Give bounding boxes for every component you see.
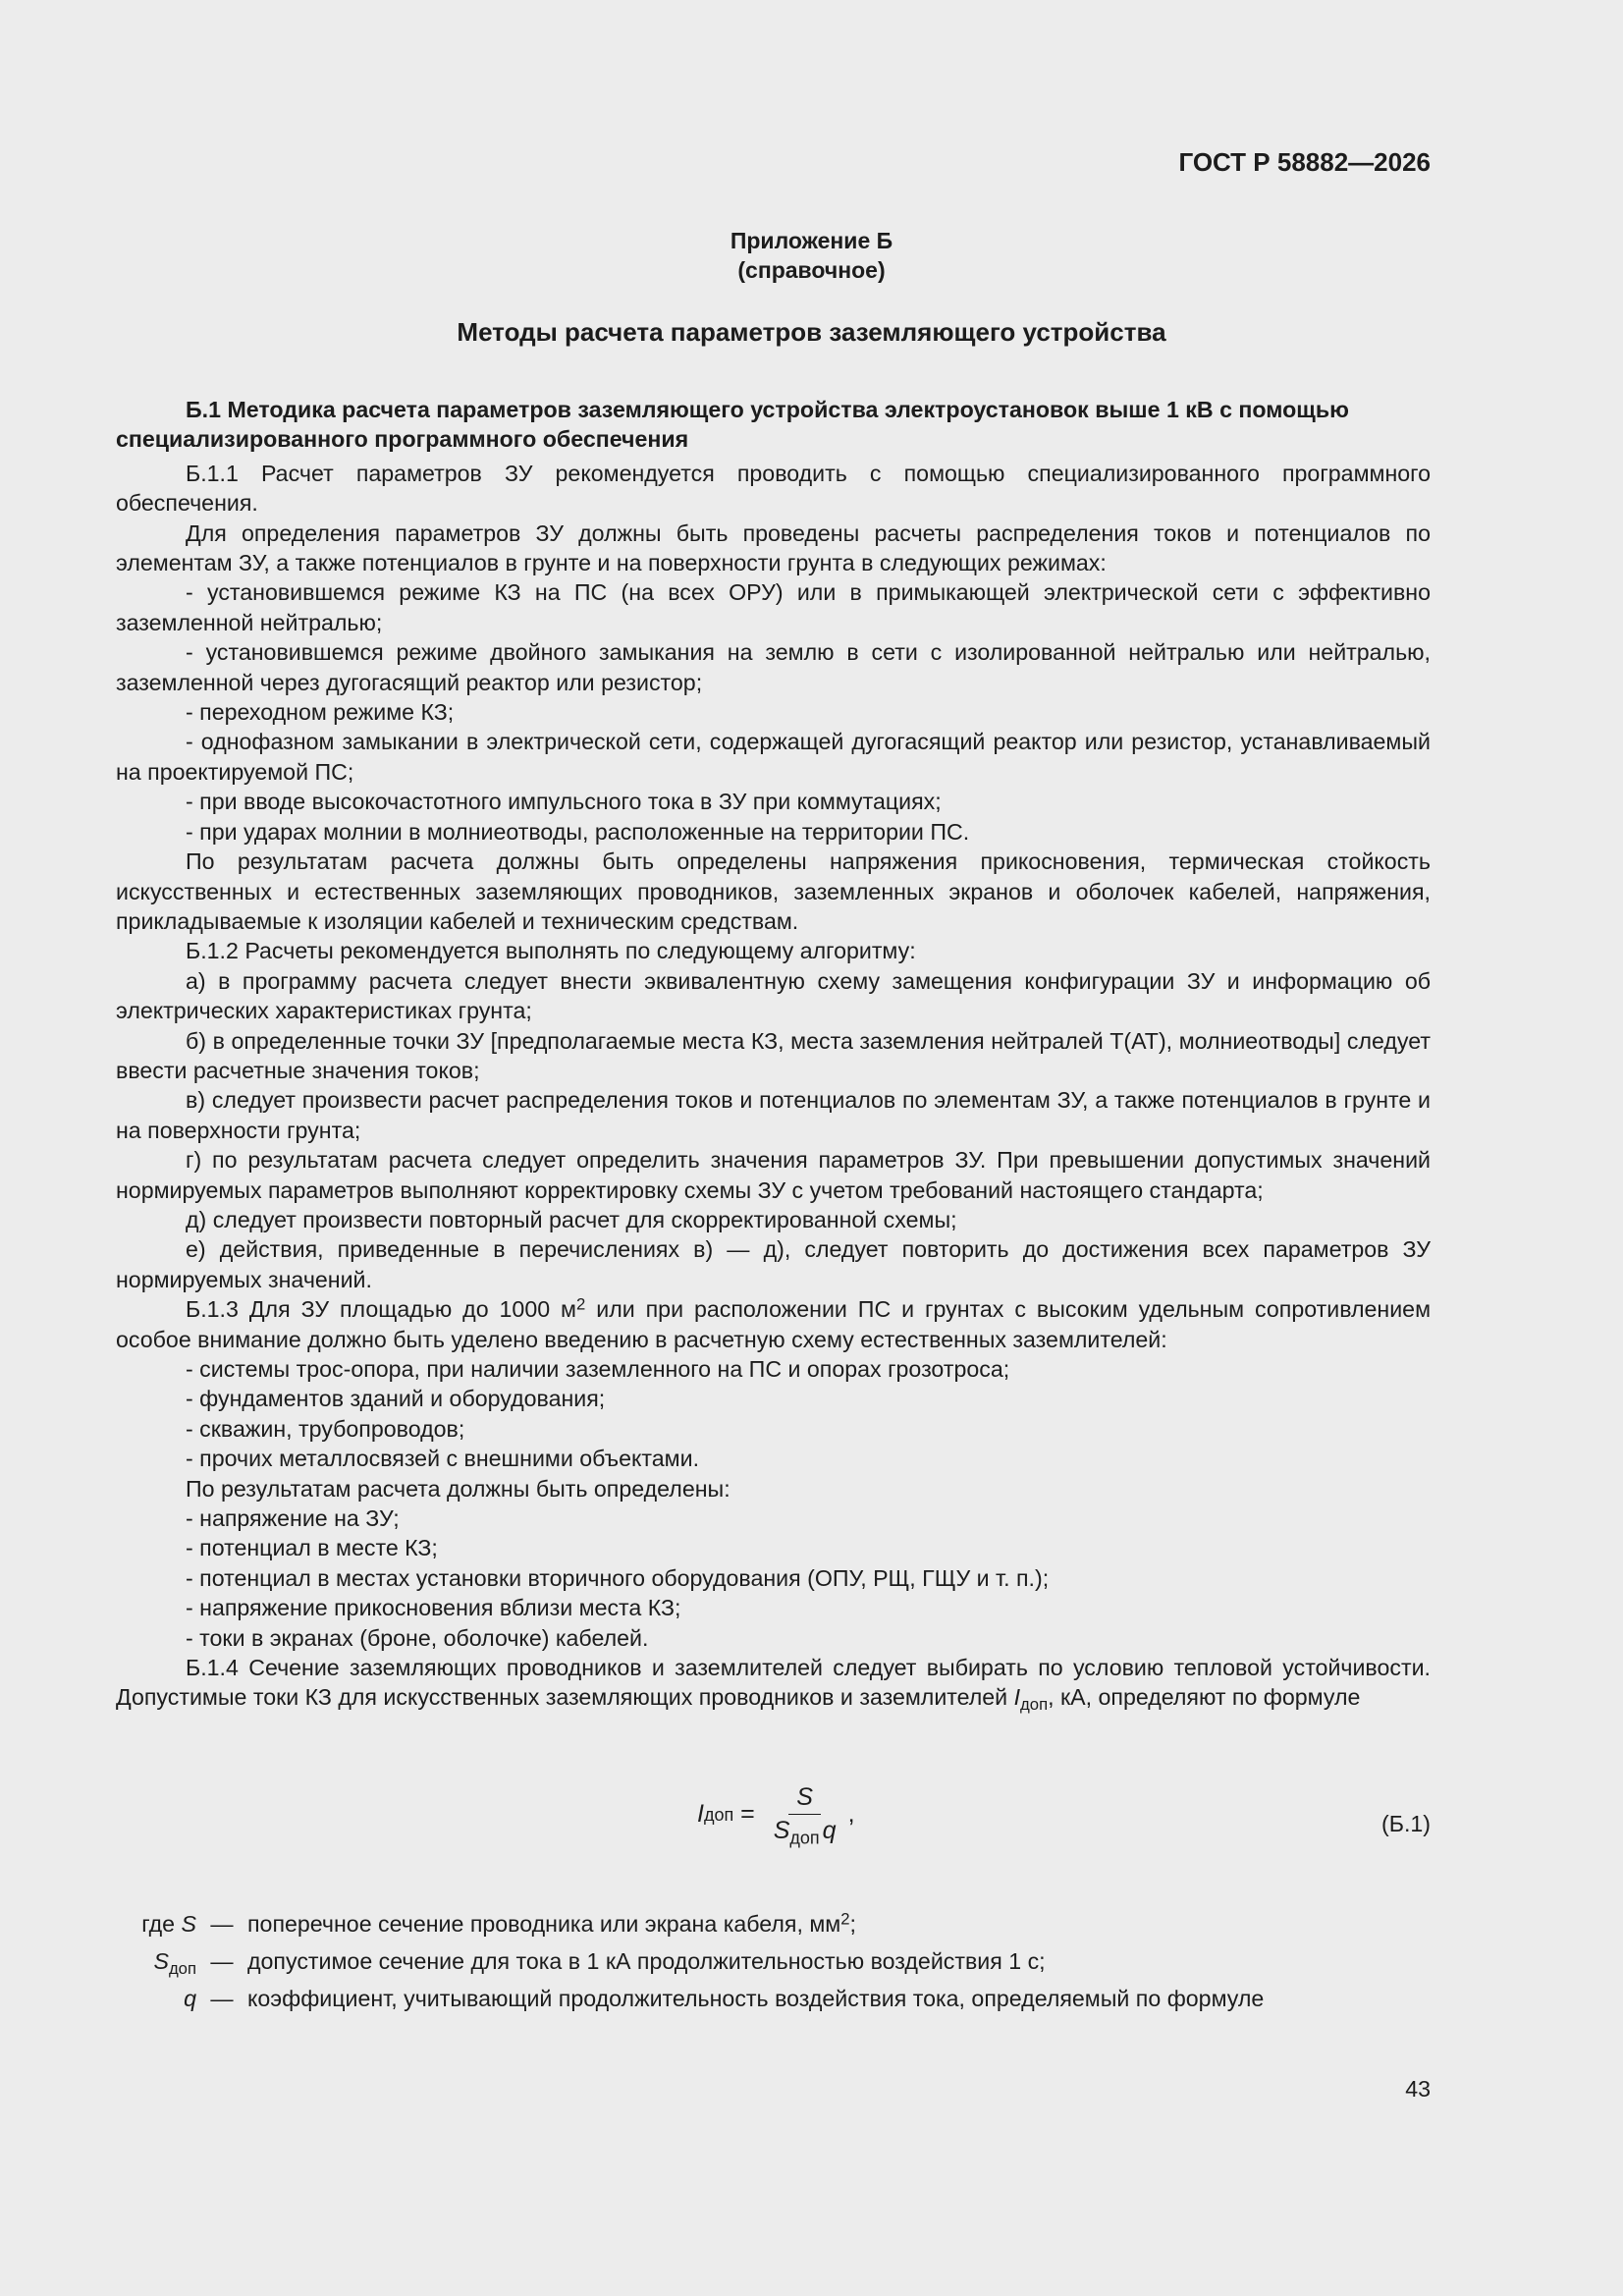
- list-item: - при ударах молнии в молниеотводы, расположенные на территории ПС.: [186, 818, 970, 845]
- denominator-symbol: S: [773, 1817, 790, 1844]
- formula-trail: ,: [847, 1800, 855, 1828]
- definition-symbol: [116, 1980, 196, 2017]
- list-item: б) в определенные точки ЗУ [предполагаемые места КЗ, места заземления нейтралей Т(АТ), молниеотводы] следует ввести расчетные значения токов;: [116, 1027, 1431, 1083]
- definition-dash: —: [210, 1911, 234, 1937]
- formula: I доп = $\frac{S}{S_{доп} q}$ ,: [697, 1783, 855, 1848]
- list-item: - системы трос-опора, при наличии заземленного на ПС и опорах грозотроса;: [186, 1356, 1010, 1382]
- formula-block: [116, 1777, 1431, 1866]
- paragraph: [116, 1294, 1431, 1354]
- document-code: ГОСТ Р 58882—2026: [1178, 147, 1431, 177]
- list-item: - при вводе высокочастотного импульсного тока в ЗУ при коммутациях;: [186, 789, 942, 815]
- definition-symbol: [116, 1905, 196, 1942]
- text-run: ;: [849, 1911, 856, 1937]
- appendix-header: [0, 226, 1623, 285]
- paragraph: [116, 1653, 1431, 1713]
- definition-text: допустимое сечение для тока в 1 кА продолжительностью воздействия 1 с;: [247, 1948, 1046, 1974]
- list-item: а) в программу расчета следует внести эквивалентную схему замещения конфигурации ЗУ и информацию об электрических характеристиках грунта;: [116, 967, 1431, 1024]
- definition-row: [116, 1942, 1431, 1980]
- text-run: Б.1.4 Сечение заземляющих проводников и заземлителей следует выбирать по условию тепловой устойчивости. Допустимые токи КЗ для искусственных заземляющих проводников и заземлителей: [116, 1655, 1431, 1711]
- formula-lhs-symbol: I: [697, 1800, 704, 1828]
- text-run: , кА, определяют по формуле: [1048, 1684, 1361, 1711]
- list-item: е) действия, приведенные в перечислениях в) — д), следует повторить до достижения всех параметров ЗУ нормируемых значений.: [116, 1236, 1431, 1292]
- definition-row: [116, 1980, 1431, 2017]
- symbol: I: [1013, 1684, 1021, 1711]
- list-item: - потенциал в местах установки вторичного оборудования (ОПУ, РЩ, ГЩУ и т. п.);: [186, 1564, 1050, 1591]
- definition-lead: где: [141, 1911, 182, 1937]
- symbol: q: [184, 1986, 196, 2011]
- subscript: доп: [168, 1959, 196, 1978]
- equation-number: (Б.1): [1381, 1811, 1431, 1836]
- page-number: 43: [1405, 2076, 1431, 2102]
- body-text: [116, 395, 1431, 1713]
- list-item: - токи в экранах (броне, оболочке) кабелей.: [186, 1624, 649, 1651]
- list-item: - однофазном замыкании в электрической сети, содержащей дугогасящий реактор или резистор, устанавливаемый на проектируемой ПС;: [116, 729, 1431, 785]
- list-item: - потенциал в месте КЗ;: [186, 1535, 438, 1561]
- superscript: 2: [576, 1294, 586, 1314]
- formula-fraction: [766, 1783, 844, 1848]
- list-item: - фундаментов зданий и оборудования;: [186, 1386, 606, 1412]
- paragraph: Для определения параметров ЗУ должны быть проведены расчеты распределения токов и потенциалов по элементам ЗУ, а также потенциалов в грунте и на поверхности грунта в следующих режимах:: [116, 519, 1431, 576]
- appendix-title: Методы расчета параметров заземляющего устройства: [457, 317, 1166, 347]
- list-item: г) по результатам расчета следует определить значения параметров ЗУ. При превышении допустимых значений нормируемых параметров выполняют корректировку схемы ЗУ с учетом требований настоящего стандарта;: [116, 1147, 1431, 1203]
- list-item: - напряжение прикосновения вблизи места КЗ;: [186, 1595, 681, 1621]
- paragraph: Б.1.2 Расчеты рекомендуется выполнять по следующему алгоритму:: [186, 938, 916, 964]
- appendix-kind: (справочное): [737, 257, 886, 283]
- paragraph: По результатам расчета должны быть определены:: [186, 1475, 730, 1502]
- formula-numerator: S: [788, 1783, 821, 1815]
- definition-text: коэффициент, учитывающий продолжительность воздействия тока, определяемый по формуле: [247, 1986, 1265, 2011]
- list-item: д) следует произвести повторный расчет для скорректированной схемы;: [186, 1206, 957, 1232]
- definition-text: [247, 1905, 1431, 1942]
- definition-dash: —: [210, 1948, 234, 1974]
- symbol: S: [153, 1948, 169, 1974]
- text-run: поперечное сечение проводника или экрана кабеля, мм: [247, 1911, 841, 1937]
- list-item: - установившемся режиме КЗ на ПС (на всех ОРУ) или в примыкающей электрической сети с эффективно заземленной нейтралью;: [116, 579, 1431, 635]
- appendix-label: Приложение Б: [730, 228, 893, 253]
- text-run: Б.1.3 Для ЗУ площадью до 1000 м: [186, 1296, 577, 1323]
- paragraph: По результатам расчета должны быть определены напряжения прикосновения, термическая стойкость искусственных и естественных заземляющих проводников, заземленных экранов и оболочек кабелей, напряжения, прикладываемые к изоляции кабелей и техническим средствам.: [116, 848, 1431, 934]
- denominator-q: q: [822, 1817, 837, 1844]
- text-run: или при расположении ПС и грунтах с высоким удельным сопротивлением особое внимание должно быть уделено введению в расчетную схему естественных заземлителей:: [116, 1296, 1432, 1352]
- section-heading: Б.1 Методика расчета параметров заземляющего устройства электроустановок выше 1 кВ с помощью специализированного программного обеспечения: [116, 397, 1349, 453]
- list-item: - скважин, трубопроводов;: [186, 1415, 465, 1442]
- paragraph: Б.1.1 Расчет параметров ЗУ рекомендуется проводить с помощью специализированного программного обеспечения.: [116, 460, 1431, 517]
- list-item: - прочих металлосвязей с внешними объектами.: [186, 1446, 700, 1472]
- definition-dash: —: [210, 1986, 234, 2011]
- list-item: в) следует произвести расчет распределения токов и потенциалов по элементам ЗУ, а также потенциалов в грунте и на поверхности грунта;: [116, 1087, 1431, 1143]
- definitions-list: [116, 1905, 1431, 2017]
- formula-equals: =: [733, 1800, 762, 1828]
- definition-symbol: [116, 1942, 196, 1980]
- list-item: - установившемся режиме двойного замыкания на землю в сети с изолированной нейтралью или нейтралью, заземленной через дугогасящий реактор или резистор;: [116, 639, 1431, 695]
- list-item: - напряжение на ЗУ;: [186, 1505, 400, 1532]
- formula-denominator: [766, 1815, 844, 1848]
- list-item: - переходном режиме КЗ;: [186, 699, 455, 726]
- superscript: 2: [840, 1909, 850, 1929]
- denominator-subscript: доп: [789, 1828, 820, 1848]
- subscript: доп: [1020, 1695, 1049, 1715]
- definition-row: [116, 1905, 1431, 1942]
- symbol: S: [181, 1911, 196, 1937]
